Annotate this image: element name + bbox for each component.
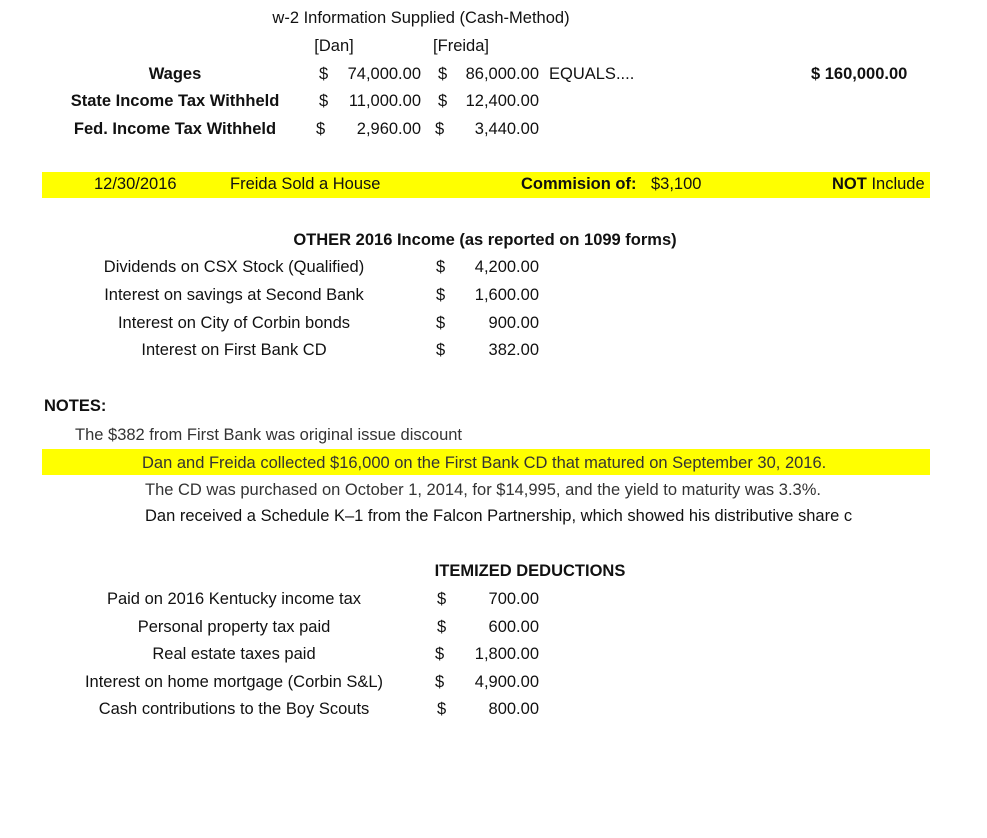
currency-symbol: $ [319,92,329,110]
currency-symbol: $ [437,700,447,718]
other-income-label: Interest on savings at Second Bank [104,286,364,304]
w2-label-wages: Wages [148,65,202,83]
itemized-label: Real estate taxes paid [152,645,316,663]
other-income-amount: 4,200.00 [474,258,539,276]
itemized-label: Cash contributions to the Boy Scouts [98,700,370,718]
fed-tax-dan: 2,960.00 [356,120,421,138]
wages-freida: 86,000.00 [465,65,539,83]
currency-symbol: $ [437,618,447,636]
currency-symbol: $ [438,65,448,83]
col-freida-header: [Freida] [433,37,489,55]
w2-title: w-2 Information Supplied (Cash-Method) [272,9,570,27]
note-line: The CD was purchased on October 1, 2014, for $14,995, and the yield to maturity was 3.3%. [145,481,821,499]
itemized-amount: 600.00 [488,618,539,636]
state-tax-freida: 12,400.00 [465,92,539,110]
note-line: Dan received a Schedule K–1 from the Falcon Partnership, which showed his distributive share c [145,507,853,525]
currency-symbol: $ [435,673,445,691]
other-income-label: Dividends on CSX Stock (Qualified) [103,258,365,276]
other-income-amount: 382.00 [488,341,539,359]
notes-heading: NOTES: [44,397,107,415]
currency-symbol: $ [319,65,329,83]
note-line: Dan and Freida collected $16,000 on the First Bank CD that matured on September 30, 2016. [142,454,827,472]
wages-dan: 74,000.00 [347,65,421,83]
itemized-title: ITEMIZED DEDUCTIONS [434,562,626,580]
itemized-amount: 800.00 [488,700,539,718]
currency-symbol: $ [437,590,447,608]
currency-symbol: $ [436,314,446,332]
w2-label-state-tax: State Income Tax Withheld [70,92,280,110]
itemized-amount: 4,900.00 [474,673,539,691]
not-word: NOT [832,175,867,193]
other-income-amount: 1,600.00 [474,286,539,304]
commission-label: Commision of: [521,175,637,193]
itemized-amount: 700.00 [488,590,539,608]
itemized-label: Paid on 2016 Kentucky income tax [106,590,362,608]
itemized-amount: 1,800.00 [474,645,539,663]
commission-description: Freida Sold a House [230,175,381,193]
note-line: The $382 from First Bank was original issue discount [75,426,463,444]
currency-symbol: $ [436,341,446,359]
equals-note: EQUALS.... [549,65,635,83]
other-income-label: Interest on City of Corbin bonds [117,314,351,332]
itemized-label: Interest on home mortgage (Corbin S&L) [84,673,384,691]
currency-symbol: $ [438,92,448,110]
currency-symbol: $ [435,645,445,663]
fed-tax-freida: 3,440.00 [474,120,539,138]
other-income-amount: 900.00 [488,314,539,332]
commission-date: 12/30/2016 [94,175,177,193]
currency-symbol: $ [436,286,446,304]
currency-symbol: $ [316,120,326,138]
col-dan-header: [Dan] [314,37,354,55]
wages-total: $ 160,000.00 [811,65,908,83]
other-income-title: OTHER 2016 Income (as reported on 1099 forms) [293,231,677,249]
itemized-label: Personal property tax paid [137,618,331,636]
other-income-label: Interest on First Bank CD [141,341,327,359]
commission-amount: $3,100 [651,175,702,193]
state-tax-dan: 11,000.00 [348,92,421,110]
w2-label-fed-tax: Fed. Income Tax Withheld [73,120,277,138]
currency-symbol: $ [435,120,445,138]
commission-not-include [832,174,930,194]
currency-symbol: $ [436,258,446,276]
include-word: Include [871,175,925,193]
